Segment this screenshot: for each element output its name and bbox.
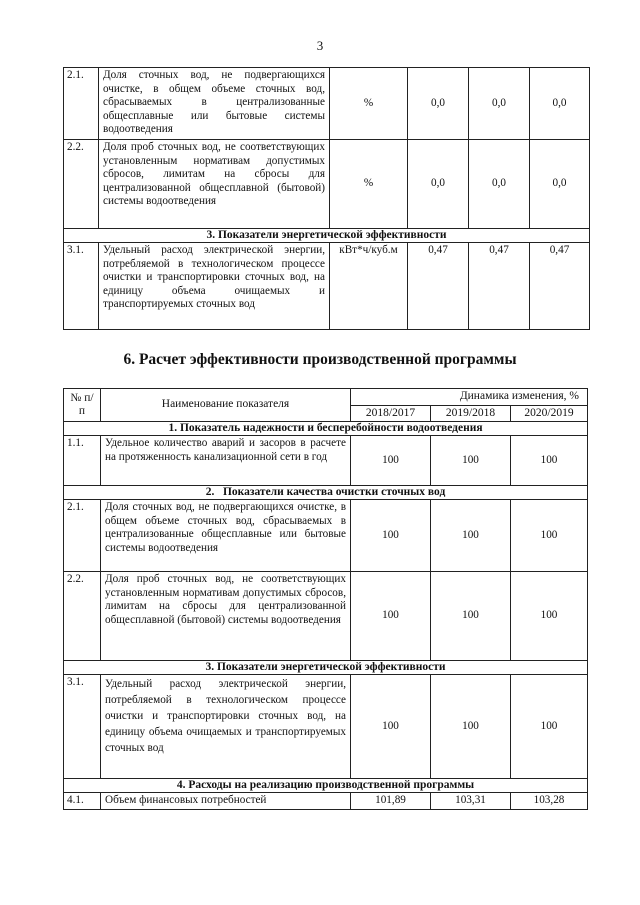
section-title: 3. Показатели энергетической эффективности [64, 229, 590, 243]
table-row [64, 436, 588, 486]
table-row [64, 140, 590, 229]
row-number: 4.1. [64, 793, 101, 810]
value-cell: 0,47 [408, 243, 469, 330]
table-row [64, 793, 588, 810]
column-header-name: Наименование показателя [101, 389, 351, 422]
row-number: 2.2. [64, 140, 99, 229]
value-cell: 100 [351, 500, 431, 572]
indicator-name: Удельный расход электрической энергии, потребляемой в технологическом процессе очистки и транспортировки сточных вод, на единицу объема очищаемых и транспортируемых сточных вод [101, 675, 351, 779]
efficiency-table [63, 388, 588, 810]
column-header-number: № п/п [64, 389, 101, 422]
table-row [64, 500, 588, 572]
value-cell: 101,89 [351, 793, 431, 810]
value-cell: 100 [431, 675, 511, 779]
value-cell: 100 [511, 572, 588, 661]
value-cell: 0,0 [408, 68, 469, 140]
value-cell: 103,31 [431, 793, 511, 810]
indicator-name: Доля сточных вод, не подвергающихся очистке, в общем объеме сточных вод, сбрасываемых в централизованные общесплавные или бытовые системы водоотведения [101, 500, 351, 572]
section-title: 1. Показатель надежности и бесперебойности водоотведения [64, 422, 588, 436]
value-cell: 100 [511, 500, 588, 572]
value-cell: 0,0 [469, 140, 530, 229]
table-row [64, 675, 588, 779]
section-header [64, 661, 588, 675]
column-header-year: 2020/2019 [511, 405, 588, 422]
value-cell: 100 [431, 436, 511, 486]
section-header [64, 486, 588, 500]
value-cell: 100 [351, 436, 431, 486]
value-cell: 100 [431, 500, 511, 572]
indicators-table-continued [63, 67, 590, 330]
indicator-name: Удельный расход электрической энергии, потребляемой в технологическом процессе очистки и транспортировки сточных вод, на единицу объема очищаемых и транспортируемых сточных вод [99, 243, 330, 330]
page-number: 3 [316, 38, 324, 53]
indicator-name: Объем финансовых потребностей [101, 793, 351, 810]
unit-cell: % [330, 68, 408, 140]
indicator-name: Доля проб сточных вод, не соответствующих установленным нормативам допустимых сбросов, лимитам на сбросы для централизованной общесплавной (бытовой) системы водоотведения [99, 140, 330, 229]
section-title: 2. Показатели качества очистки сточных вод [64, 486, 588, 500]
indicator-name: Удельное количество аварий и засоров в расчете на протяженность канализационной сети в год [101, 436, 351, 486]
indicator-name: Доля сточных вод, не подвергающихся очистке, в общем объеме сточных вод, сбрасываемых в централизованные общесплавные или бытовые системы водоотведения [99, 68, 330, 140]
table-row [64, 243, 590, 330]
value-cell: 0,0 [408, 140, 469, 229]
value-cell: 0,47 [469, 243, 530, 330]
section-header [64, 779, 588, 793]
table-row [64, 68, 590, 140]
value-cell: 0,0 [530, 140, 590, 229]
column-header-year: 2019/2018 [431, 405, 511, 422]
value-cell: 0,0 [469, 68, 530, 140]
section-title: 3. Показатели энергетической эффективности [64, 661, 588, 675]
section-header [64, 422, 588, 436]
row-number: 2.1. [64, 68, 99, 140]
column-header-dynamics: Динамика изменения, % [351, 389, 588, 406]
indicator-name: Доля проб сточных вод, не соответствующих установленным нормативам допустимых сбросов, лимитам на сбросы для централизованной общесплавной (бытовой) системы водоотведения [101, 572, 351, 661]
value-cell: 100 [511, 675, 588, 779]
row-number: 2.1. [64, 500, 101, 572]
table-row [64, 572, 588, 661]
row-number: 3.1. [64, 243, 99, 330]
row-number: 1.1. [64, 436, 101, 486]
value-cell: 100 [351, 572, 431, 661]
value-cell: 100 [431, 572, 511, 661]
section-heading: 6. Расчет эффективности производственной программы [123, 351, 517, 368]
row-number: 3.1. [64, 675, 101, 779]
unit-cell: % [330, 140, 408, 229]
value-cell: 100 [351, 675, 431, 779]
value-cell: 0,47 [530, 243, 590, 330]
row-number: 2.2. [64, 572, 101, 661]
header-row [64, 389, 588, 406]
section-header [64, 229, 590, 243]
value-cell: 100 [511, 436, 588, 486]
column-header-year: 2018/2017 [351, 405, 431, 422]
value-cell: 0,0 [530, 68, 590, 140]
value-cell: 103,28 [511, 793, 588, 810]
section-title: 4. Расходы на реализацию производственной программы [64, 779, 588, 793]
unit-cell: кВт*ч/куб.м [330, 243, 408, 330]
